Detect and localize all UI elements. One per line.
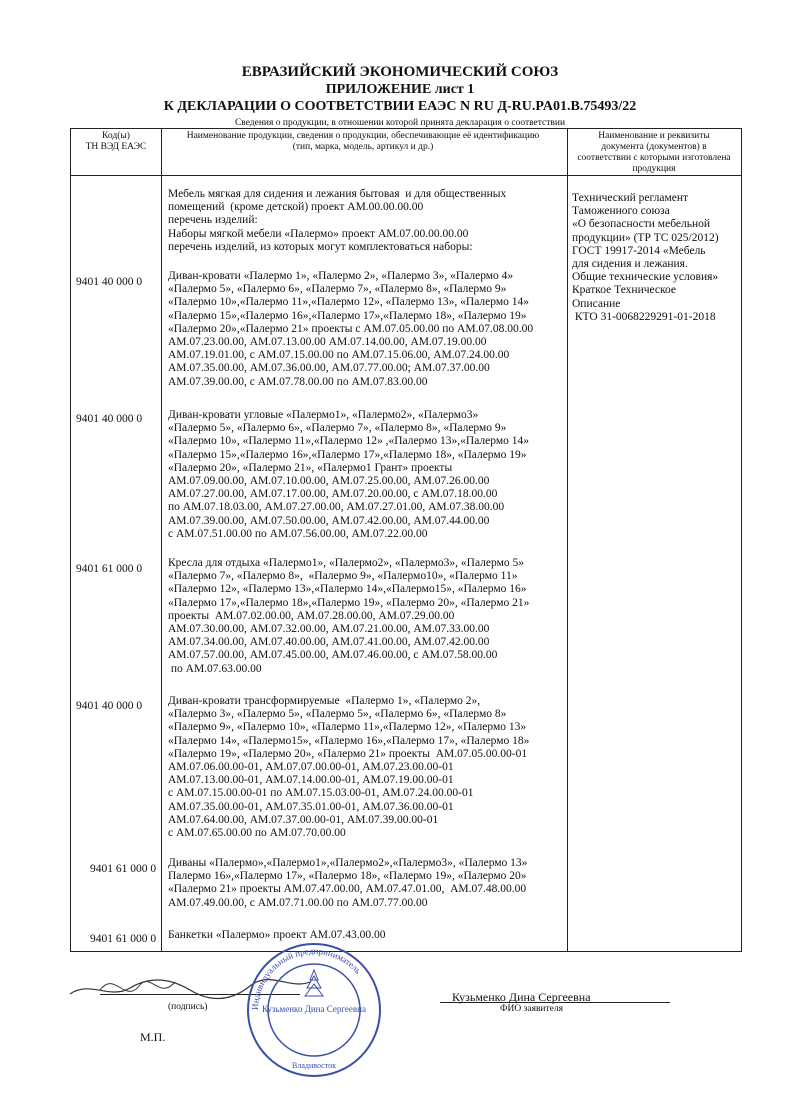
stamp-inner-text: Кузьменко Дина Сергеевна	[262, 1004, 366, 1014]
hs-code: 9401 61 000 0	[76, 563, 143, 575]
column-divider	[567, 129, 568, 951]
applicant-name: Кузьменко Дина Сергеевна	[452, 990, 591, 1004]
seal-stamp-icon	[244, 940, 384, 1080]
hs-code: 9401 61 000 0	[90, 933, 157, 945]
declaration-title: К ДЕКЛАРАЦИИ О СООТВЕТСТВИИ ЕАЭС N RU Д-RU.PA01.B.75493/22	[163, 99, 637, 114]
row-text: Банкетки «Палермо» проект АМ.07.43.00.00	[168, 929, 386, 941]
column-divider	[161, 129, 162, 951]
signature-label: (подпись)	[168, 1002, 208, 1012]
col-header-code: Код(ы) ТН ВЭД ЕАЭС	[85, 131, 147, 152]
hs-code: 9401 40 000 0	[76, 700, 143, 712]
header-divider	[71, 175, 741, 176]
row-text: Диван-кровати угловые «Палермо1», «Палермо2», «Палермо3» «Палермо 5», «Палермо 6», «Палермо 7», «Палермо 8», «Палермо 9» «Палермо 10», «Палермо 11»,«Палермо 12» ,«Палермо 13»,«Палермо 14» «Палермо 15»,«Палермо 16»,«Палермо 17»,«Палермо 18», «Палермо 19» «Палермо 20», «Палермо 21», «Палермо1 Грант» проекты АМ.07.09.00.00, АМ.07.10.00.00, АМ.07.25.00.00, АМ.07.26.00.00 АМ.07.27.00.00, АМ.07.17.00.00, АМ.07.20.00.00, с АМ.07.18.00.00 по АМ.07.18.03.00, АМ.07.27.00.00, АМ.07.27.01.00, АМ.07.38.00.00 АМ.07.39.00.00, АМ.07.50.00.00, АМ.07.42.00.00, АМ.07.44.00.00 с АМ.07.51.00.00 по АМ.07.56.00.00, АМ.07.22.00.00	[168, 409, 529, 540]
hs-code: 9401 61 000 0	[90, 863, 157, 875]
stamp-bottom-text: Владивосток	[292, 1061, 336, 1070]
appendix-title: ПРИЛОЖЕНИЕ лист 1	[325, 82, 475, 97]
standards-text: Технический регламент Таможенного союза «О безопасности мебельной продукции» (ТР ТС 025/2012) ГОСТ 19917-2014 «Мебель для сидения и лежания. Общие технические условия» Краткое Техническое Описание КТО 31-0068229291-01-2018	[572, 192, 719, 323]
seal-place-label: М.П.	[140, 1030, 166, 1044]
stamp-outer-text: Индивидуальный предприниматель	[249, 945, 364, 1011]
hs-code: 9401 40 000 0	[76, 413, 143, 425]
hs-code: 9401 40 000 0	[76, 276, 143, 288]
row-text: Диван-кровати трансформируемые «Палермо 1», «Палермо 2», «Палермо 3», «Палермо 5», «Палермо 5», «Палермо 6», «Палермо 8» «Палермо 9», «Палермо 10», «Палермо 11»,«Палермо 12», «Палермо 13» «Палермо 14», «Палермо15», «Палермо 16»,«Палермо 17», «Палермо 18» «Палермо 19», «Палермо 20», «Палермо 21» проекты АМ.07.05.00.00-01 АМ.07.06.00.00-01, АМ.07.07.00.00-01, АМ.07.23.00.00-01 АМ.07.13.00.00-01, АМ.07.14.00.00-01, АМ.07.19.00.00-01 с АМ.07.15.00.00-01 по АМ.07.15.03.00-01, АМ.07.24.00.00-01 АМ.07.35.00.00-01, АМ.07.35.01.00-01, АМ.07.36.00.00-01 АМ.07.64.00.00, АМ.07.37.00.00-01, АМ.07.39.00.00-01 с АМ.07.65.00.00 по АМ.07.70.00.00	[168, 695, 530, 840]
row-text: Диваны «Палермо»,«Палермо1»,«Палермо2»,«Палермо3», «Палермо 13» Палермо 16»,«Палермо 17», «Палермо 18», «Палермо 19», «Палермо 20» «Палермо 21» проекты АМ.07.47.00.00, АМ.07.47.01.00, АМ.07.48.00.00 АМ.07.49.00.00, с АМ.07.71.00.00 по АМ.07.77.00.00	[168, 857, 528, 909]
row-text: Диван-кровати «Палермо 1», «Палермо 2», «Палермо 3», «Палермо 4» «Палермо 5», «Палермо 6», «Палермо 7», «Палермо 8», «Палермо 9» «Палермо 10»,«Палермо 11»,«Палермо 12», «Палермо 13», «Палермо 14» «Палермо 15»,«Палермо 16»,«Палермо 17»,«Палермо 18», «Палермо 19» «Палермо 20»,«Палермо 21» проекты с АМ.07.05.00.00 по АМ.07.08.00.00 АМ.07.23.00.00, АМ.07.13.00.00 АМ.07.14.00.00, АМ.07.19.00.00 АМ.07.19.01.00, с АМ.07.15.00.00 по АМ.07.15.06.00, АМ.07.24.00.00 АМ.07.35.00.00, АМ.07.36.00.00, АМ.07.77.00.00; АМ.07.37.00.00 АМ.07.39.00.00, с АМ.07.78.00.00 по АМ.07.83.00.00	[168, 270, 534, 388]
row-text: Кресла для отдыха «Палермо1», «Палермо2», «Палермо3», «Палермо 5» «Палермо 7», «Палермо 8», «Палермо 9», «Палермо10», «Палермо 11» «Палермо 12», «Палермо 13»,«Палермо 14»,«Палермо15», «Палермо 16» «Палермо 17»,«Палермо 18»,«Палермо 19», «Палермо 20», «Палермо 21» проекты АМ.07.02.00.00, АМ.07.28.00.00, АМ.07.29.00.00 АМ.07.30.00.00, АМ.07.32.00.00, АМ.07.21.00.00, АМ.07.33.00.00 АМ.07.34.00.00, АМ.07.40.00.00, АМ.07.41.00.00, АМ.07.42.00.00 АМ.07.57.00.00, АМ.07.45.00.00, АМ.07.46.00.00, с АМ.07.58.00.00 по АМ.07.63.00.00	[168, 557, 530, 675]
product-info-note: Сведения о продукции, в отношении которой принята декларация о соответствии	[234, 118, 566, 128]
col-header-product: Наименование продукции, сведения о продукции, обеспечивающие её идентификацию (тип, марка, модель, артикул и др.)	[186, 131, 540, 152]
intro-text: Мебель мягкая для сидения и лежания бытовая и для общественных помещений (кроме детской) проект АМ.00.00.00.00 перечень изделий: Наборы мягкой мебели «Палермо» проект АМ.07.00.00.00.00 перечень изделий, из которых могут комплектоваться наборы:	[168, 188, 507, 253]
col-header-document: Наименование и реквизиты документа (документов) в соответствии с которыми изготовлена продукция	[577, 131, 731, 174]
union-title: ЕВРАЗИЙСКИЙ ЭКОНОМИЧЕСКИЙ СОЮЗ	[241, 64, 559, 80]
fio-label: ФИО заявителя	[500, 1004, 563, 1014]
fio-line	[440, 1002, 670, 1003]
